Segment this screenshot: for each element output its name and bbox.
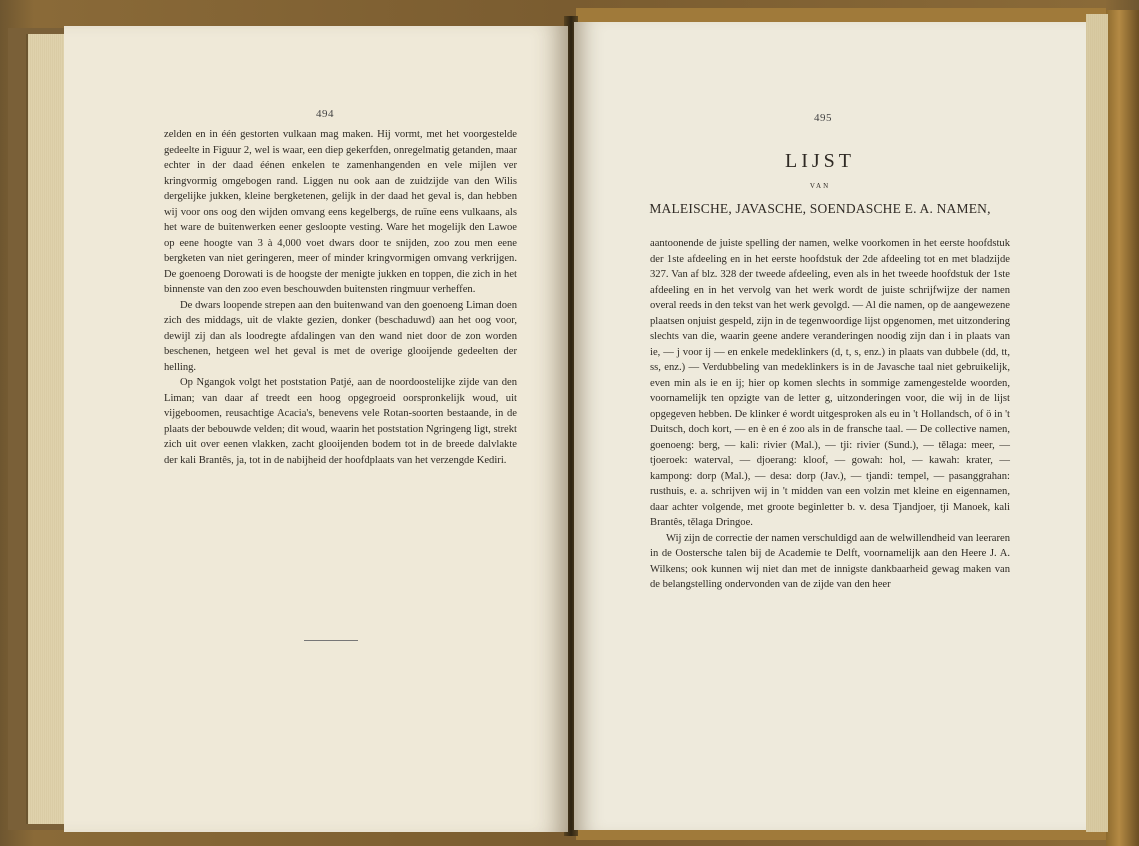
right-page-body — [650, 236, 1010, 593]
right-paragraph: aantoonende de juiste spelling der namen, welke voorkomen in het eerste hoofdstuk der 1ste afdeeling en in het eerste hoofdstuk der 2de afdeeling tot en met bladzijde 327. Van af blz. 328 der tweede afdeeling, even als in het tweede hoofdstuk der 1ste afdeeling en in het vervolg van het werk wordt de juiste schrijfwijze der namen overal reeds in den tekst van het werk gevolgd. — Al die namen, op de aangewezene plaatsen onjuist gespeld, zijn in de tegenwoordige lijst opgenomen, met uitzondering slechts van die, waarin geene andere veranderingen noodig zijn dan i in plaats van ie, — j voor ij — en enkele medeklinkers (d, t, s, enz.) in plaats van dubbele (dd, tt, ss, enz.) — Verdubbeling van medeklinkers is in de Javasche taal niet gebruikelijk, even min als ie en ij; hier op komen slechts in sommige zamengestelde woorden, voornamelijk ten opzigte van de letter g, uitzonderingen voor, die wij in de lijst opgegeven hebben. De klinker é wordt uitgesproken als eu in 't Hollandsch, of ö in 't Duitsch, doch kort, — en è en é zoo als in de fransche taal. — De collective namen, goenoeng: berg, — kali: rivier (Mal.), — tji: rivier (Sund.), — tělaga: meer, — tjoeroek: waterval, — djoerang: kloof, — gowah: hol, — kawah: krater, — kampong: dorp (Mal.), — desa: dorp (Jav.), — tjandi: tempel, — pasanggrahan: rusthuis, e. a. schrijven wij in 't midden van een volzin met kleine en eigennamen, daar achter volgende, met groote beginletter b. v. desa Tjandjoer, tji Manoek, kali Brantês, tělaga Dringoe. — [650, 238, 1010, 528]
left-paragraph: zelden en in één gestorten vulkaan mag maken. Hij vormt, met het voorgestelde gedeelte in Figuur 2, wel is waar, een diep gekerfden, onregelmatig getanden, maar echter in der daad éénen enkelen te zamenhangenden en vele mijlen ver kringvormig omgebogen rand. Liggen nu ook aan de zuidzijde van den Wilis dergelijke jukken, kleine bergketenen, gelijk in der daad het geval is, dan hebben wij voor ons oog den wijden omvang eens kegelbergs, de ruïne eens vulkaans, als het ware de buitenwerken eener gesloopte vesting. Ware het mogelijk den Lawoe op eene hoogte van 3 à 4,000 voet dwars door te snijden, zoo zou men eene bergketen van niet geringeren, meer of minder kringvormigen omvang verkrijgen. De goenoeng Dorowati is de hoogste der menigte jukken en toppen, die zich in het binnenste van den zoo even beschouwden buitensten ringmuur verheffen. — [164, 129, 517, 295]
right-page-number: 495 — [814, 112, 832, 124]
right-paragraph: Wij zijn de correctie der namen verschuldigd aan de welwillendheid van leeraren in de Oostersche talen bij de Academie te Delft, voornamelijk aan den Heere J. A. Wilkens; ook kunnen wij niet dan met de innigste dankbaarheid gewag maken van de belangstelling ondervonden van de zijde van den heer — [650, 532, 1010, 590]
list-subtitle: MALEISCHE, JAVASCHE, SOENDASCHE E. A. NAMEN, — [649, 201, 991, 216]
right-page-edges — [1086, 14, 1108, 832]
list-title-connector: VAN — [809, 182, 831, 190]
left-paragraph: Op Ngangok volgt het poststation Patjé, aan de noordoostelijke zijde van den Liman; van daar af treedt een hoog opgegroeid oorspronkelijk woud, uit vijgeboomen, reusachtige Acacia's, benevens vele Rotan-soorten bestaande, in de plaats der bebouwde velden; dit woud, waarin het poststation Ngringeng ligt, strekt zich uit over eenen vlakken, zacht glooijenden bodem tot in de breede dalvlakte der kali Brantês, ja, tot in de nabijheid der hoofdplaats van het verzengde Kediri. — [164, 377, 517, 466]
left-paragraph: De dwars loopende strepen aan den buitenwand van den goenoeng Liman doen zich des middags, uit de vlakte gezien, donker (beschaduwd) aan het oog voor, dewijl zij dan als loodregte afdalingen van den wand niet door de zon worden beschenen, hetgeen wel het geval is met de overige glooijende gedeelten der helling. — [164, 299, 517, 373]
end-rule — [304, 640, 358, 641]
right-spine — [1106, 10, 1139, 846]
left-page-number: 494 — [316, 108, 334, 120]
left-page-body — [164, 127, 517, 468]
list-title: LIJST — [785, 150, 855, 172]
left-page-edges — [26, 34, 66, 824]
